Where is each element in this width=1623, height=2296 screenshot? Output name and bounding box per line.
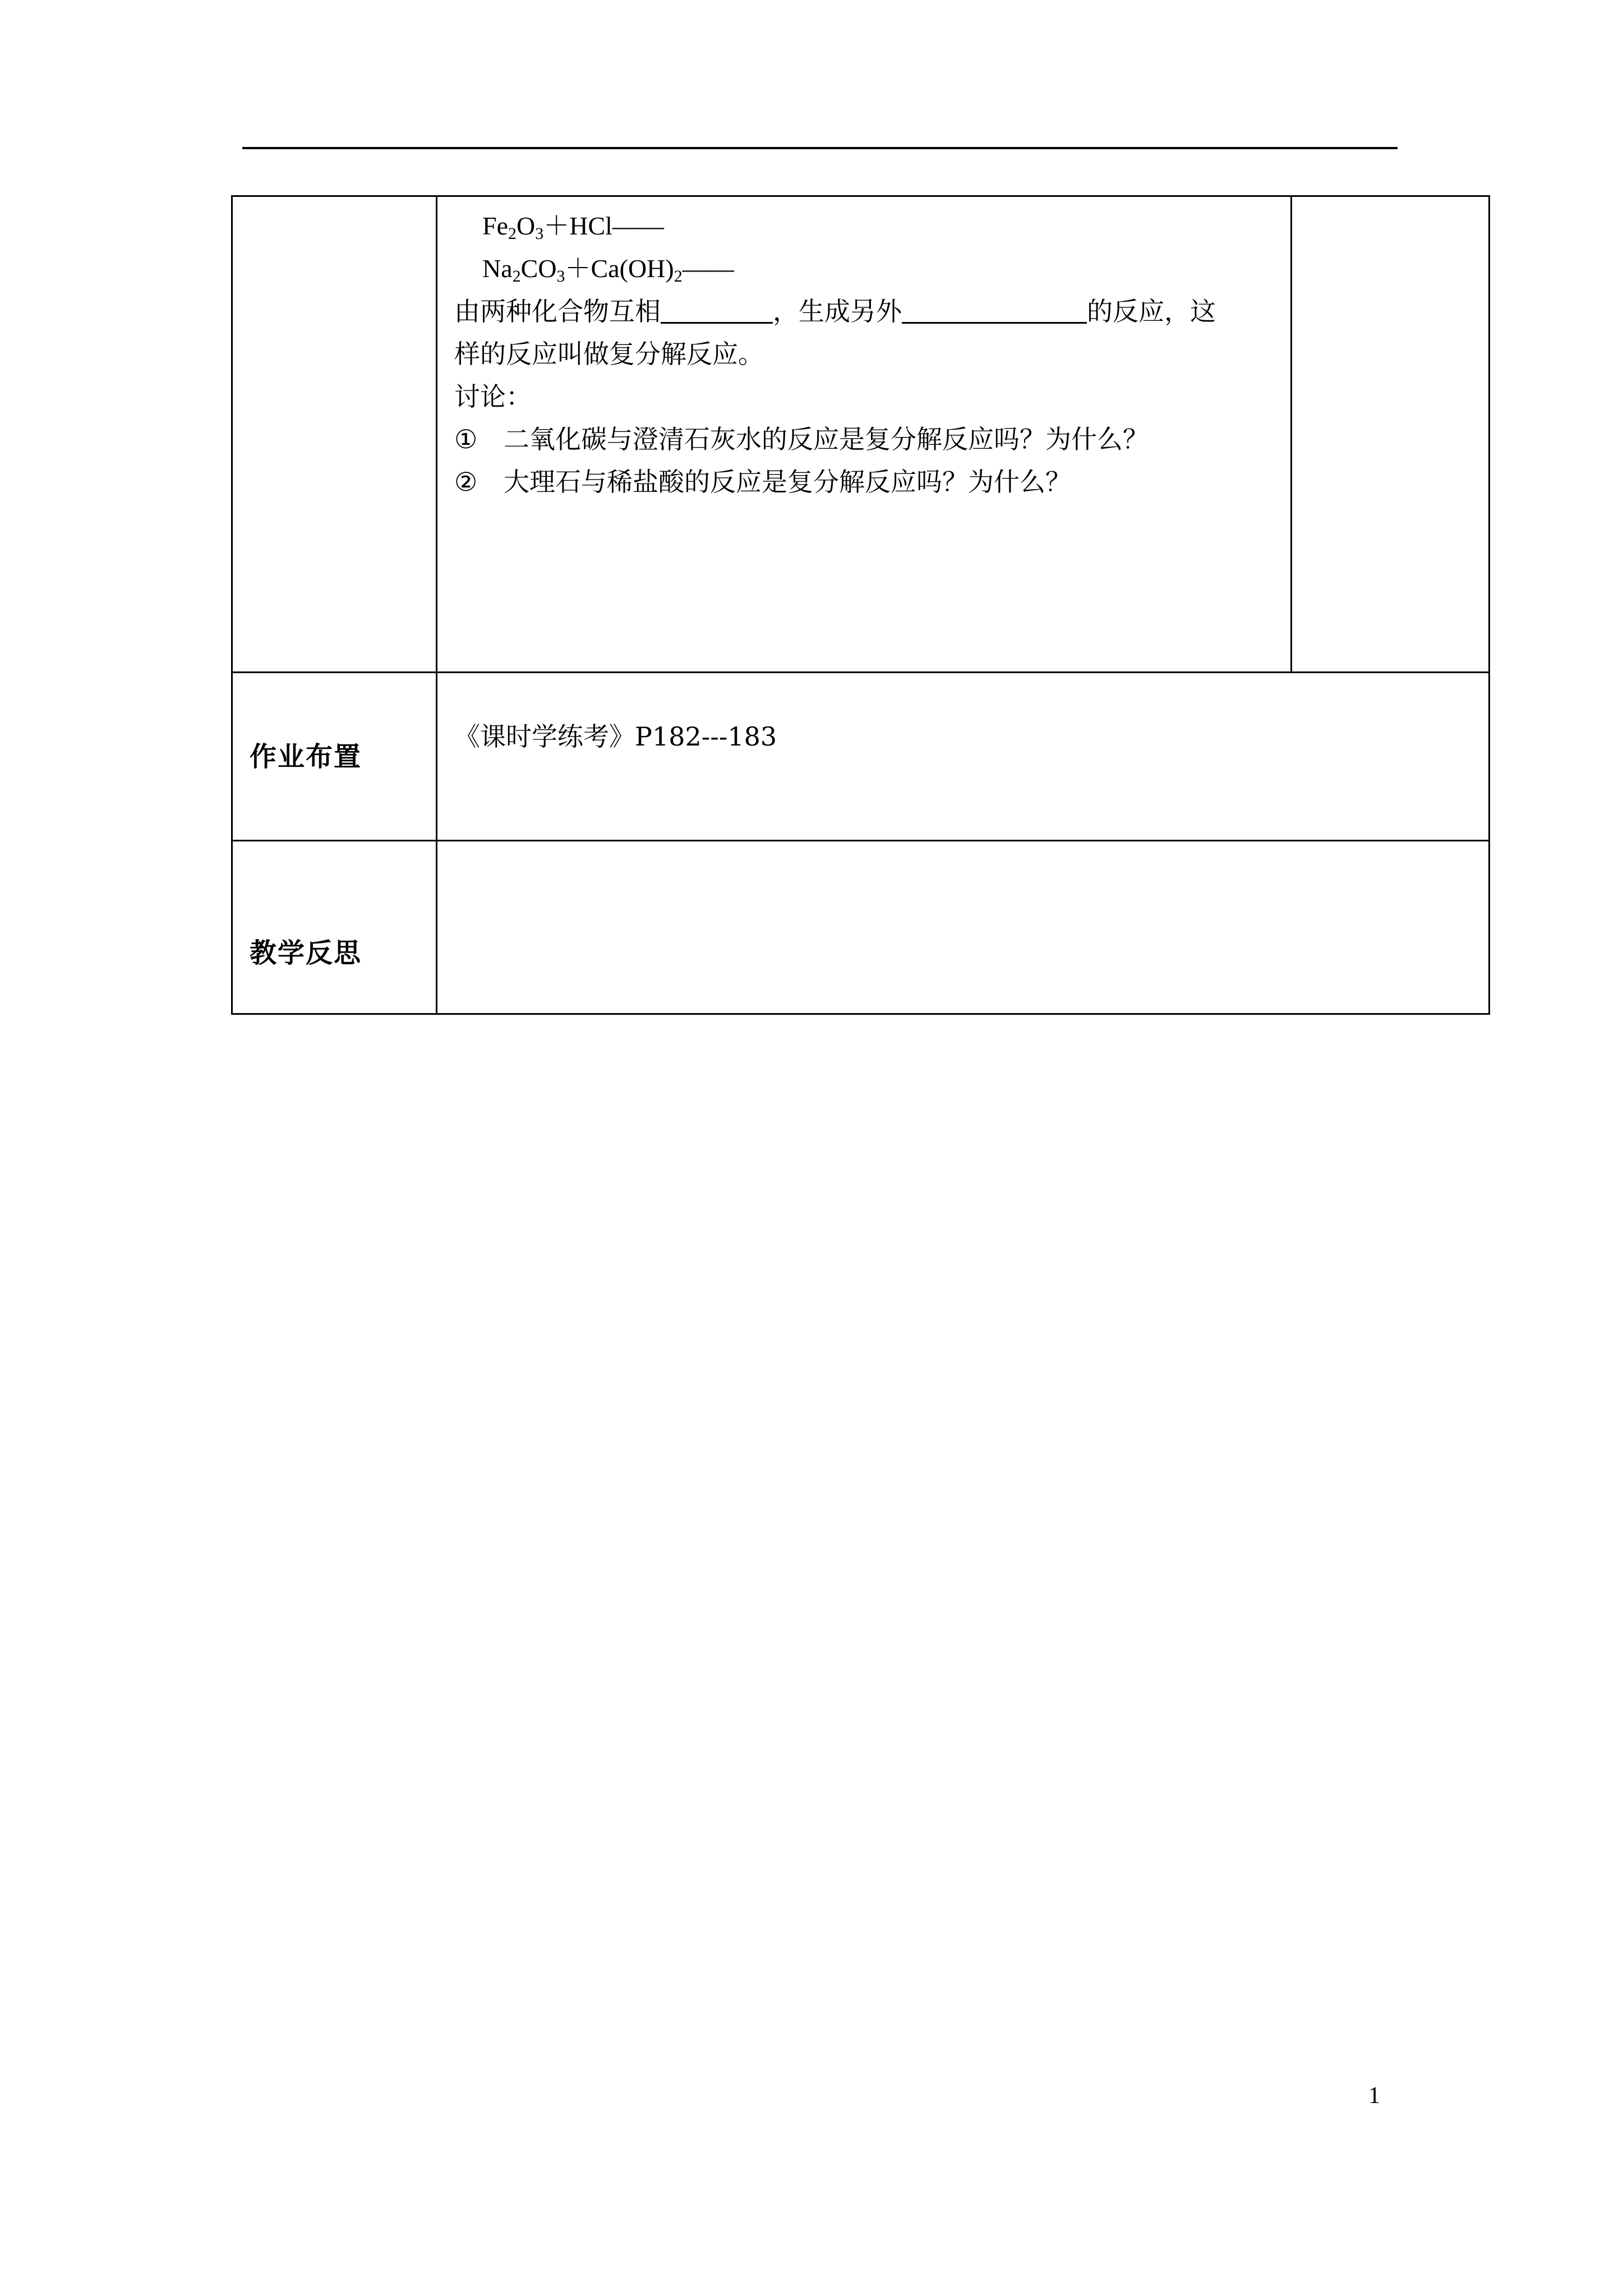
question-2-marker: ② (454, 467, 478, 497)
definition-line-2: 样的反应叫做复分解反应。 (454, 339, 764, 369)
question-2-text: 大理石与稀盐酸的反应是复分解反应吗？为什么？ (504, 467, 1071, 497)
reflection-content-cell (436, 840, 1490, 1015)
formula-na2co3-caoh2: $Na_2CO_3+Ca(OH)_2——$ (482, 254, 734, 286)
question-1 (454, 418, 1279, 461)
reaction-content (454, 205, 1279, 503)
question-1-text: 二氧化碳与澄清石灰水的反应是复分解反应吗？为什么？ (504, 424, 1149, 454)
question-2 (454, 461, 1279, 503)
question-1-marker: ① (454, 424, 478, 454)
fill-blank-2[interactable] (902, 293, 1087, 324)
discussion-label: 讨论： (454, 381, 532, 412)
row1-right-cell (1290, 195, 1490, 673)
header-rule (242, 147, 1398, 149)
homework-content-cell (436, 671, 1490, 841)
homework-content: 《课时学练考》P182---183 (454, 721, 777, 752)
homework-label: 作业布置 (250, 741, 362, 772)
page-number: 1 (1368, 2083, 1380, 2109)
row1-label-cell (231, 195, 437, 673)
formula-fe2o3-hcl: $Fe_2O_3+HCl——$ (482, 211, 664, 243)
fill-blank-1[interactable] (661, 293, 773, 324)
definition-line-1: 由两种化合物互相 ，生成另外 的反应，这 (454, 290, 1279, 333)
reflection-label-cell (231, 840, 437, 1015)
homework-label-cell (231, 671, 437, 841)
row1-content-cell (436, 195, 1292, 673)
reflection-label: 教学反思 (250, 937, 362, 969)
